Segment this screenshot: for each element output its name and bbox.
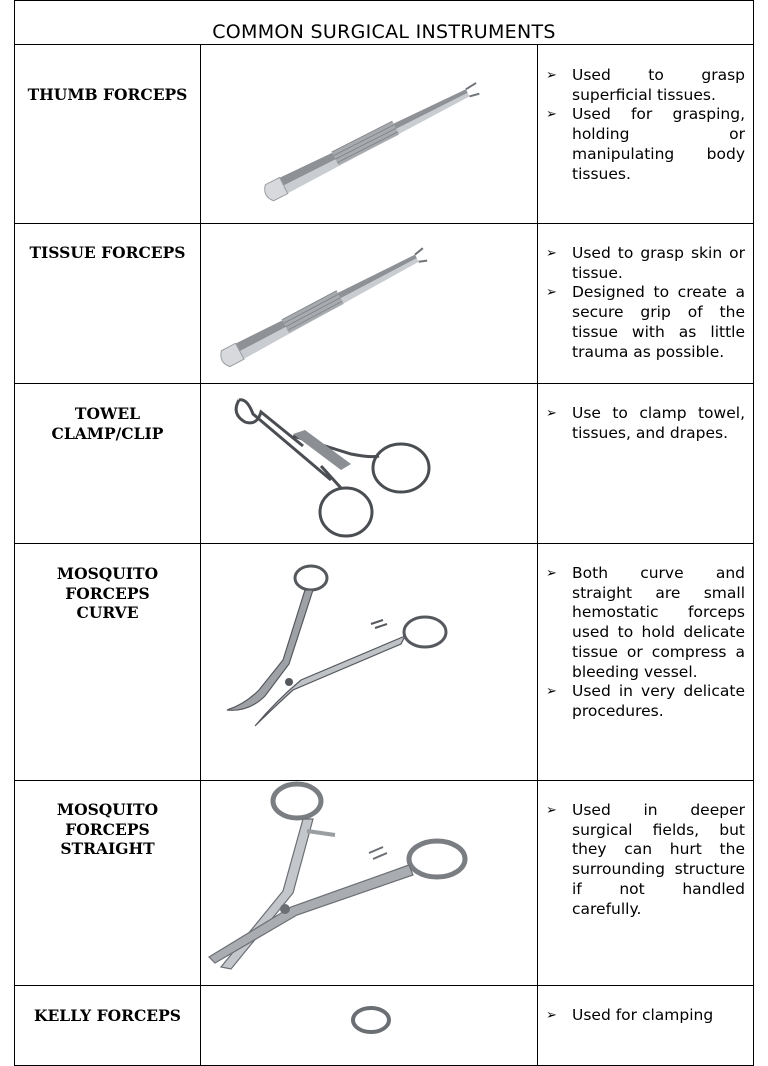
list-item: ➢ Used for grasping, holding or manipulating body tissues. bbox=[546, 105, 745, 183]
name-line: TISSUE FORCEPS bbox=[29, 243, 186, 262]
description-cell bbox=[538, 781, 754, 986]
table-row bbox=[15, 224, 754, 384]
name-line: CURVE bbox=[76, 603, 139, 622]
instrument-name bbox=[15, 986, 201, 1066]
towel-clamp-image bbox=[201, 384, 538, 544]
instrument-document bbox=[14, 0, 753, 1040]
name-line: MOSQUITO bbox=[56, 564, 159, 583]
arrow-bullet-icon: ➢ bbox=[546, 406, 557, 421]
curved-mosquito-forceps-image bbox=[201, 544, 538, 781]
description-cell bbox=[538, 544, 754, 781]
instrument-name bbox=[15, 45, 201, 224]
arrow-bullet-icon: ➢ bbox=[546, 684, 557, 700]
list-item: ➢ Used for clamping bbox=[546, 1006, 714, 1024]
instrument-name bbox=[15, 224, 201, 384]
list-item: ➢ Use to clamp towel, tissues, and drapes. bbox=[546, 404, 745, 442]
description-cell bbox=[538, 45, 754, 224]
instrument-name bbox=[15, 544, 201, 781]
instrument-name bbox=[15, 781, 201, 986]
list-item: ➢ Both curve and straight are small hemostatic forceps used to hold delicate tissue or compress a bleeding vessel. bbox=[546, 564, 745, 681]
table-row bbox=[15, 781, 754, 986]
bullet-list bbox=[546, 801, 745, 919]
name-line: FORCEPS bbox=[65, 583, 150, 603]
arrow-bullet-icon: ➢ bbox=[546, 285, 557, 301]
name-line: CLAMP/CLIP bbox=[51, 423, 164, 443]
table-row bbox=[15, 986, 754, 1066]
list-item: ➢ Used in very delicate procedures. bbox=[546, 682, 745, 720]
bullet-list bbox=[546, 404, 745, 443]
kelly-forceps-image bbox=[201, 986, 538, 1066]
description-cell bbox=[538, 986, 754, 1066]
instrument-table bbox=[14, 0, 754, 1066]
description-cell bbox=[538, 224, 754, 384]
table-row bbox=[15, 384, 754, 544]
arrow-bullet-icon: ➢ bbox=[546, 68, 557, 83]
straight-mosquito-forceps-image bbox=[201, 781, 538, 986]
table-row bbox=[15, 544, 754, 781]
bullet-list bbox=[546, 66, 745, 184]
instrument-name bbox=[15, 384, 201, 544]
list-item: ➢ Used in deeper surgical fields, but they can hurt the surrounding structure if not handled carefully. bbox=[546, 801, 745, 918]
arrow-bullet-icon: ➢ bbox=[546, 107, 557, 123]
bullet-list bbox=[546, 564, 745, 722]
list-item: ➢ Used to grasp skin or tissue. bbox=[546, 244, 745, 282]
list-item: ➢ Used to grasp superficial tissues. bbox=[546, 66, 745, 104]
name-line: KELLY FORCEPS bbox=[34, 1006, 181, 1025]
bullet-list bbox=[546, 244, 745, 362]
name-line: TOWEL bbox=[74, 404, 141, 423]
name-line: THUMB FORCEPS bbox=[27, 85, 188, 104]
arrow-bullet-icon: ➢ bbox=[546, 803, 557, 818]
tissue-forceps-image bbox=[201, 224, 538, 384]
bullet-list bbox=[546, 1006, 745, 1026]
arrow-bullet-icon: ➢ bbox=[546, 1008, 557, 1023]
list-item: ➢ Designed to create a secure grip of the tissue with as little trauma as possible. bbox=[546, 283, 745, 361]
arrow-bullet-icon: ➢ bbox=[546, 566, 557, 581]
description-cell bbox=[538, 384, 754, 544]
arrow-bullet-icon: ➢ bbox=[546, 246, 557, 261]
thumb-forceps-image bbox=[201, 45, 538, 224]
table-row bbox=[15, 45, 754, 224]
title-row bbox=[15, 1, 754, 45]
name-line: STRAIGHT bbox=[60, 839, 155, 858]
document-title: COMMON SURGICAL INSTRUMENTS bbox=[15, 1, 754, 45]
name-line: MOSQUITO bbox=[56, 800, 159, 819]
name-line: FORCEPS bbox=[65, 819, 150, 839]
